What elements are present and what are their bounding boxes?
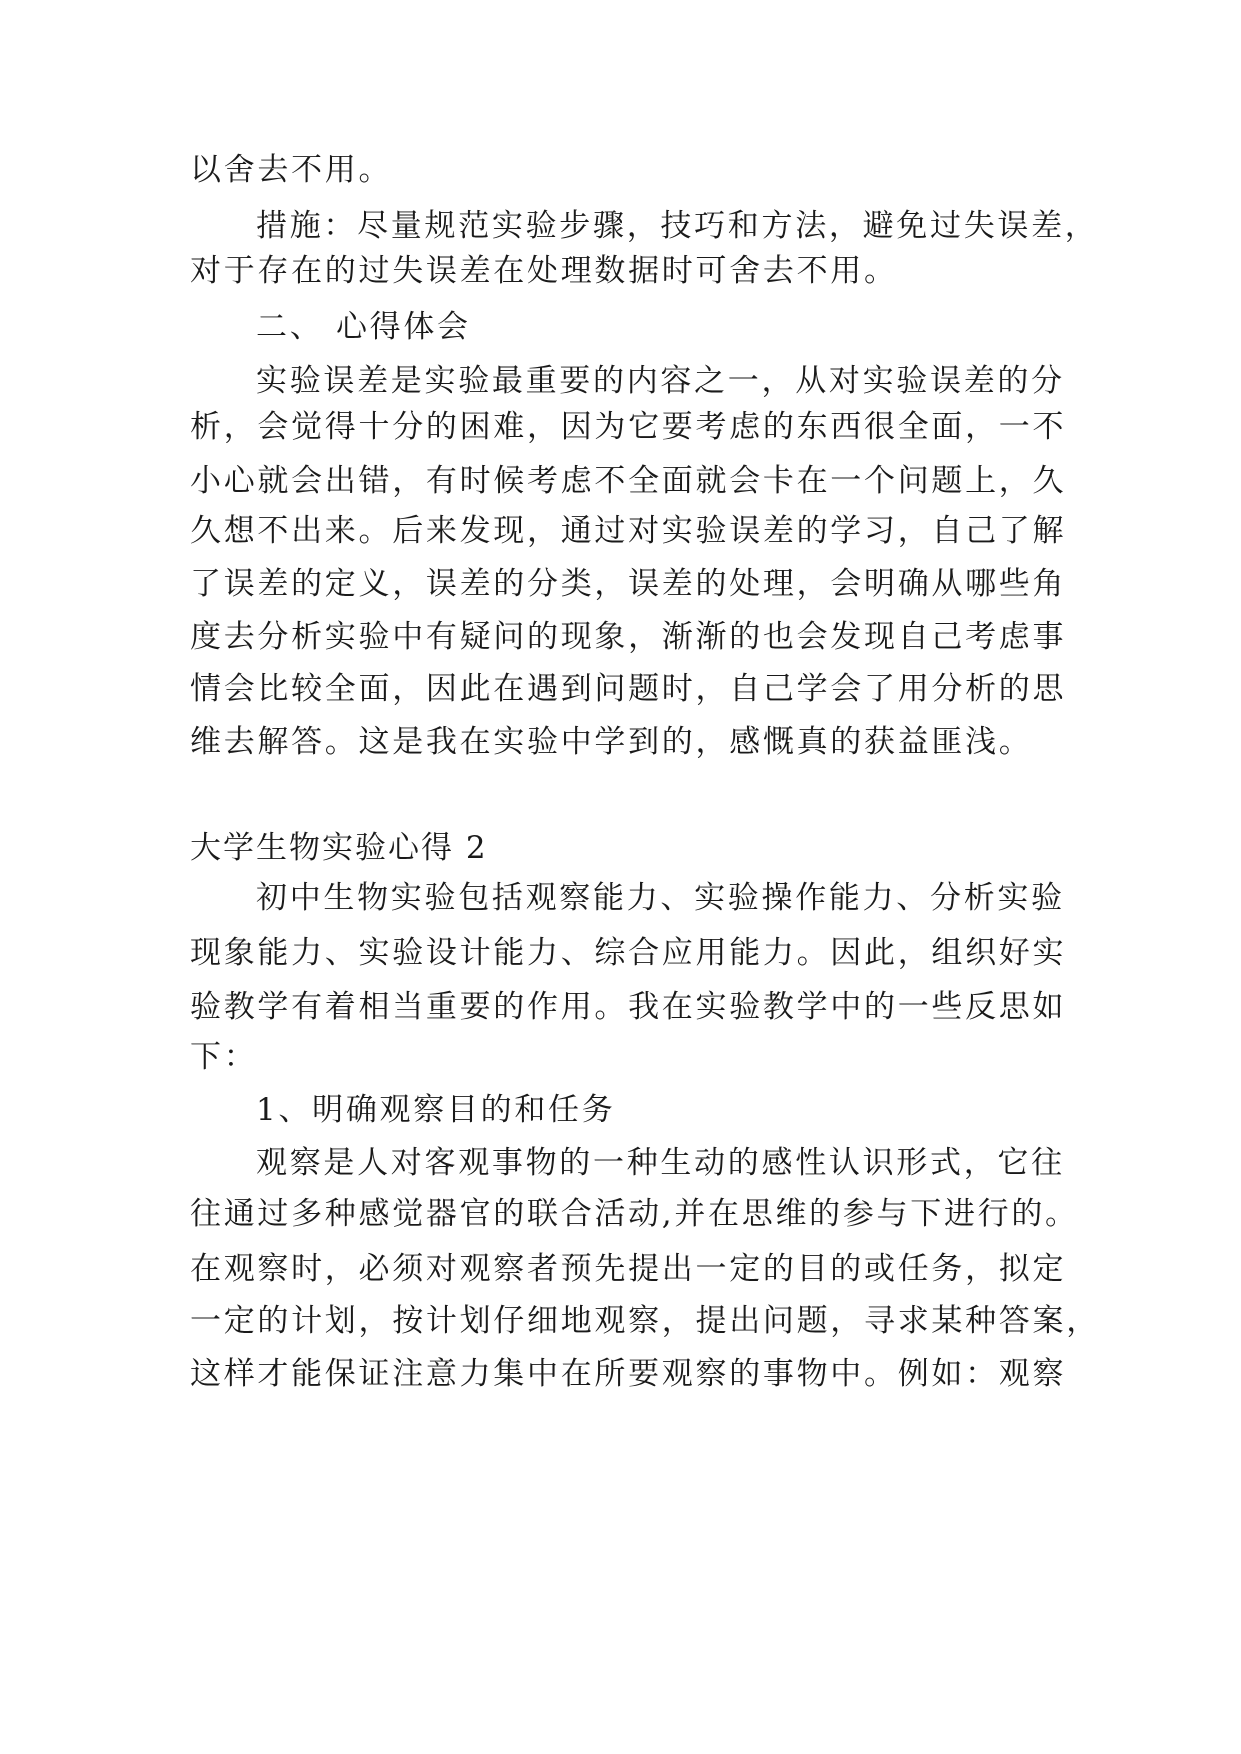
paragraph-line: 维去解答。这是我在实验中学到的，感慨真的获益匪浅。 bbox=[190, 724, 1033, 760]
paragraph-line: 以舍去不用。 bbox=[190, 152, 393, 188]
paragraph-line: 验教学有着相当重要的作用。我在实验教学中的一些反思如 bbox=[190, 989, 1067, 1025]
paragraph-line: 小心就会出错，有时候考虑不全面就会卡在一个问题上，久 bbox=[190, 463, 1067, 499]
paragraph-line: 实验误差是实验最重要的内容之一，从对实验误差的分 bbox=[256, 363, 1065, 399]
paragraph-line: 往通过多种感觉器官的联合活动,并在思维的参与下进行的。 bbox=[190, 1196, 1079, 1232]
paragraph-line: 度去分析实验中有疑问的现象，渐渐的也会发现自己考虑事 bbox=[190, 619, 1067, 655]
paragraph-line: 观察是人对客观事物的一种生动的感性认识形式，它往 bbox=[256, 1145, 1065, 1181]
paragraph-line: 了误差的定义，误差的分类，误差的处理，会明确从哪些角 bbox=[190, 566, 1067, 602]
paragraph-line: 情会比较全面，因此在遇到问题时，自己学会了用分析的思 bbox=[190, 671, 1067, 707]
paragraph-line: 措施：尽量规范实验步骤，技巧和方法，避免过失误差， bbox=[256, 208, 1099, 244]
paragraph-line: 下： bbox=[190, 1039, 258, 1075]
document-title: 大学生物实验心得 2 bbox=[190, 830, 488, 866]
paragraph-line: 析，会觉得十分的困难，因为它要考虑的东西很全面，一不 bbox=[190, 409, 1067, 445]
paragraph-line: 初中生物实验包括观察能力、实验操作能力、分析实验 bbox=[256, 880, 1065, 916]
section-heading: 1、明确观察目的和任务 bbox=[256, 1092, 616, 1128]
paragraph-line: 对于存在的过失误差在处理数据时可舍去不用。 bbox=[190, 253, 898, 289]
section-heading: 二、 心得体会 bbox=[256, 309, 471, 345]
paragraph-line: 在观察时，必须对观察者预先提出一定的目的或任务，拟定 bbox=[190, 1251, 1067, 1287]
paragraph-line: 久想不出来。后来发现，通过对实验误差的学习，自己了解 bbox=[190, 513, 1067, 549]
paragraph-line: 现象能力、实验设计能力、综合应用能力。因此，组织好实 bbox=[190, 935, 1067, 971]
paragraph-line: 一定的计划，按计划仔细地观察，提出问题，寻求某种答案， bbox=[190, 1303, 1100, 1339]
paragraph-line: 这样才能保证注意力集中在所要观察的事物中。例如：观察 bbox=[190, 1356, 1067, 1392]
